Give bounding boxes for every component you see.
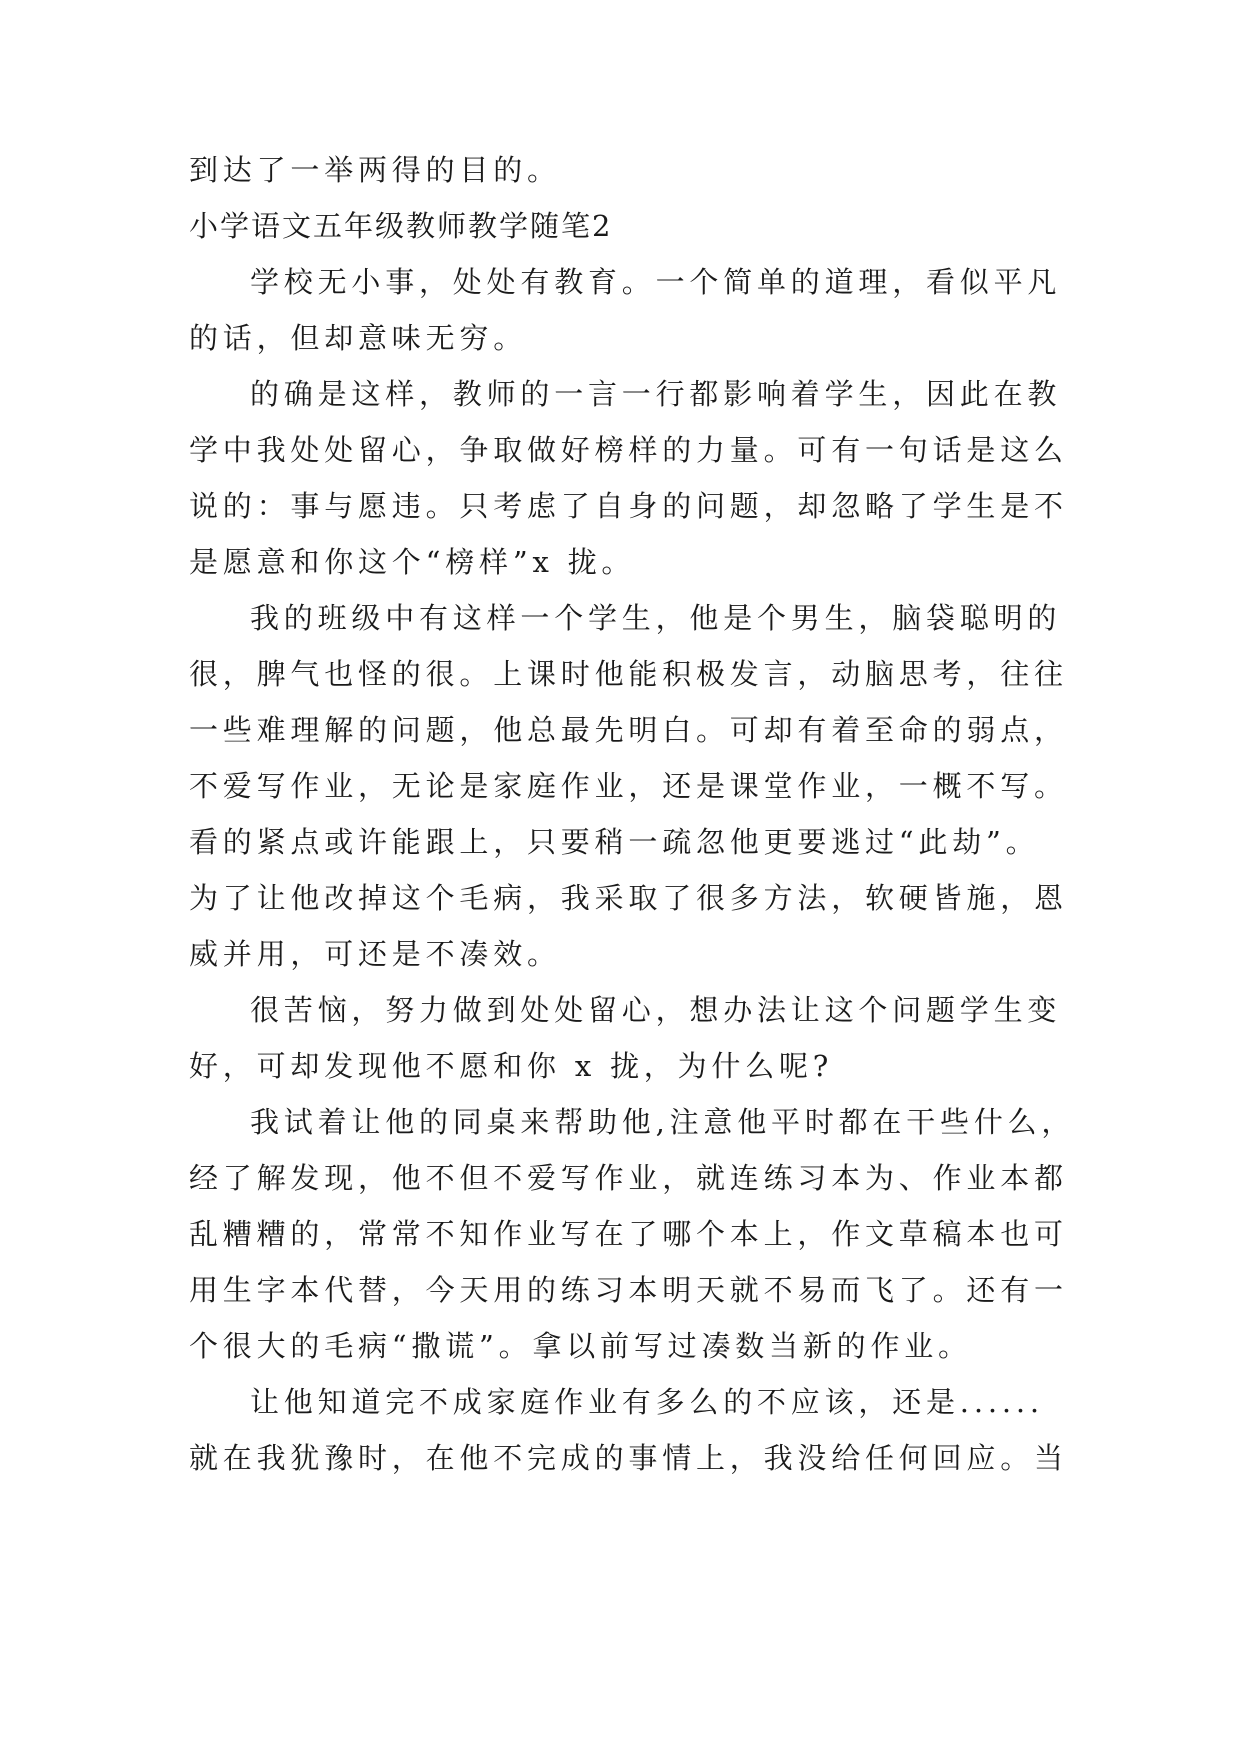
paragraph-line: 我的班级中有这样一个学生，他是个男生，脑袋聪明的 xyxy=(250,601,1062,635)
paragraph-line: 乱糟糟的，常常不知作业写在了哪个本上，作文草稿本也可 xyxy=(189,1217,1068,1251)
paragraph-line: 看的紧点或许能跟上，只要稍一疏忽他更要逃过“此劫”。 xyxy=(189,825,1040,859)
paragraph-line: 学校无小事，处处有教育。一个简单的道理，看似平凡 xyxy=(250,265,1062,299)
section-title: 小学语文五年级教师教学随笔2 xyxy=(189,209,613,243)
paragraph-line: 的确是这样，教师的一言一行都影响着学生，因此在教 xyxy=(250,377,1062,411)
paragraph-line: 让他知道完不成家庭作业有多么的不应该，还是...... xyxy=(250,1385,1044,1419)
paragraph-line: 威并用，可还是不凑效。 xyxy=(189,937,561,971)
paragraph-line: 不爱写作业，无论是家庭作业，还是课堂作业，一概不写。 xyxy=(189,769,1068,803)
paragraph-line: 就在我犹豫时，在他不完成的事情上，我没给任何回应。当 xyxy=(189,1441,1068,1475)
paragraph-line: 很，脾气也怪的很。上课时他能积极发言，动脑思考，往往 xyxy=(189,657,1068,691)
paragraph-line: 的话，但却意味无穷。 xyxy=(189,321,528,355)
paragraph-line: 经了解发现，他不但不爱写作业，就连练习本为、作业本都 xyxy=(189,1161,1068,1195)
paragraph-line: 说的：事与愿违。只考虑了自身的问题，却忽略了学生是不 xyxy=(189,489,1068,523)
paragraph-line: 很苦恼，努力做到处处留心，想办法让这个问题学生变 xyxy=(250,993,1062,1027)
paragraph-line: 学中我处处留心，争取做好榜样的力量。可有一句话是这么 xyxy=(189,433,1068,467)
text-line: 到达了一举两得的目的。 xyxy=(189,153,561,187)
paragraph-line: 是愿意和你这个“榜样”x 拢。 xyxy=(189,545,636,579)
paragraph-line: 个很大的毛病“撒谎”。拿以前写过凑数当新的作业。 xyxy=(189,1329,972,1363)
paragraph-line: 我试着让他的同桌来帮助他,注意他平时都在干些什么， xyxy=(250,1105,1076,1139)
paragraph-line: 一些难理解的问题，他总最先明白。可却有着至命的弱点， xyxy=(189,713,1068,747)
paragraph-line: 为了让他改掉这个毛病，我采取了很多方法，软硬皆施，恩 xyxy=(189,881,1068,915)
paragraph-line: 用生字本代替，今天用的练习本明天就不易而飞了。还有一 xyxy=(189,1273,1068,1307)
paragraph-line: 好，可却发现他不愿和你 x 拢，为什么呢? xyxy=(189,1049,834,1083)
